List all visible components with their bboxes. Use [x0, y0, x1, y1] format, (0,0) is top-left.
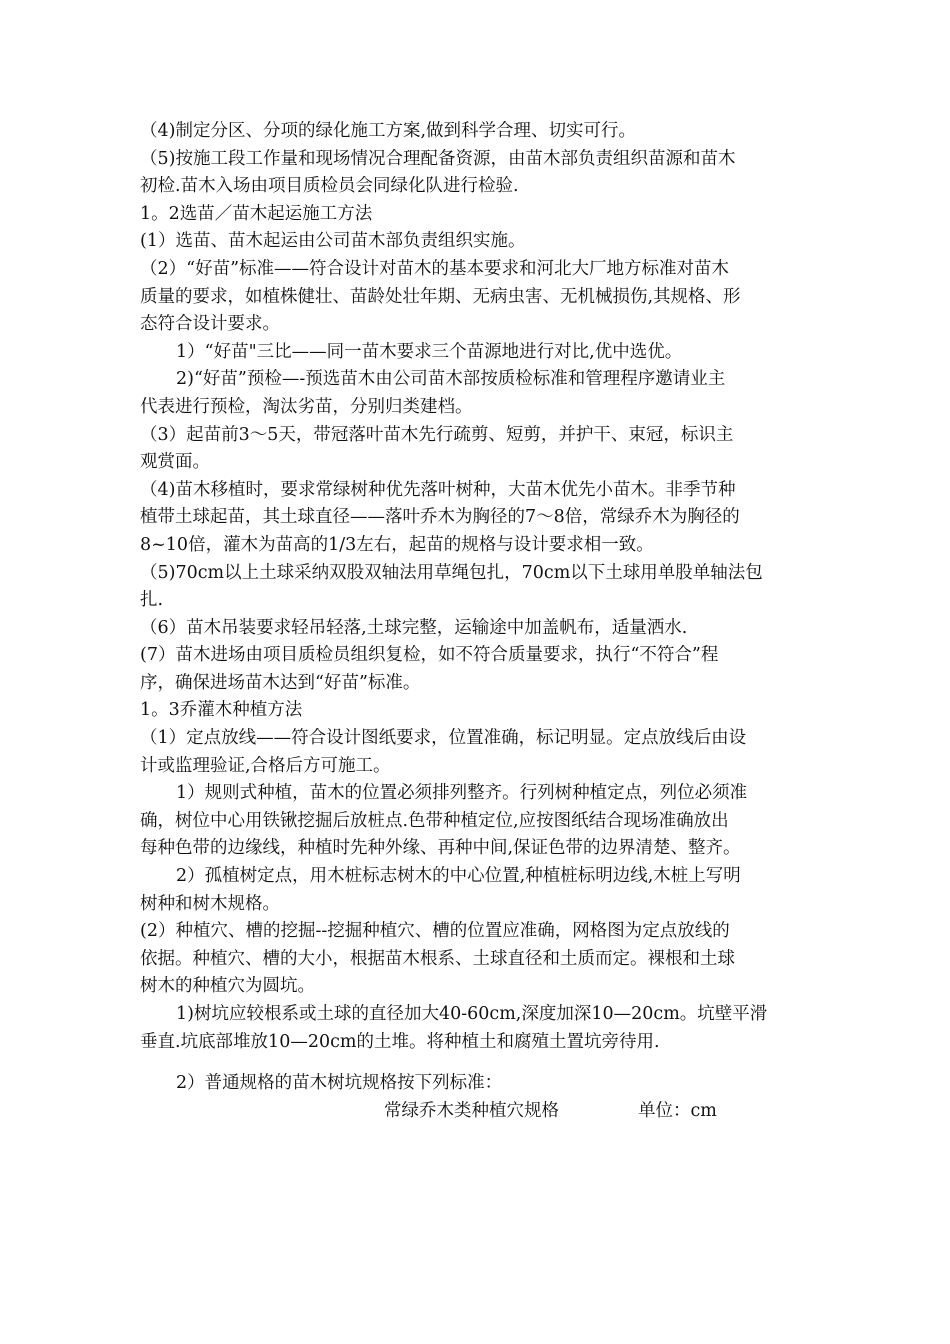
paragraph-line: 代表进行预检，淘汰劣苗，分别归类建档。 [140, 396, 473, 417]
table-caption-unit: 单位：cm [638, 1100, 717, 1121]
paragraph-line: （2）“好苗”标准——符合设计对苗木的基本要求和河北大厂地方标准对苗木 [140, 258, 730, 279]
document-body [140, 118, 812, 1125]
paragraph-line: 每种色带的边缘线，种植时先种外缘、再种中间,保证色带的边界清楚、整齐。 [140, 838, 741, 859]
paragraph-line: (2）种植穴、槽的挖掘--挖掘种植穴、槽的位置应准确，网格图为定点放线的 [140, 921, 730, 942]
paragraph-line: 垂直.坑底部堆放10—20cm的土堆。将种植土和腐殖土置坑旁待用. [140, 1031, 660, 1052]
table-caption [140, 1098, 812, 1126]
paragraph-line: 1）规则式种植，苗木的位置必须排列整齐。行列树种植定点，列位必须准 [176, 783, 748, 804]
table-caption-title: 常绿乔木类种植穴规格 [384, 1100, 559, 1121]
paragraph-line: 植带土球起苗，其土球直径——落叶乔木为胸径的7～8倍，常绿乔木为胸径的 [140, 507, 740, 528]
paragraph-line: 观赏面。 [140, 452, 210, 473]
paragraph-line: (1）选苗、苗木起运由公司苗木部负责组织实施。 [140, 231, 526, 252]
paragraph-line: 质量的要求，如植株健壮、苗龄处壮年期、无病虫害、无机械损伤,其规格、形 [140, 286, 741, 307]
paragraph-line: 计或监理验证,合格后方可施工。 [140, 755, 391, 776]
paragraph-line: 8~10倍，灌木为苗高的1/3左右，起苗的规格与设计要求相一致。 [140, 534, 654, 555]
paragraph-line: （5)按施工段工作量和现场情况合理配备资源，由苗木部负责组织苗源和苗木 [140, 148, 736, 169]
paragraph-line: (7）苗木进场由项目质检员组织复检，如不符合质量要求，执行“不符合”程 [140, 645, 719, 666]
paragraph-line: 2)“好苗”预检—-预选苗木由公司苗木部按质检标准和管理程序邀请业主 [176, 369, 726, 390]
paragraph-line: （6）苗木吊装要求轻吊轻落,土球完整，运输途中加盖帆布，适量洒水. [140, 617, 688, 638]
section-heading: 1。3乔灌木种植方法 [140, 700, 303, 721]
paragraph-line: 2）普通规格的苗木树坑规格按下列标准： [176, 1073, 503, 1094]
paragraph-line: 初检.苗木入场由项目质检员会同绿化队进行检验. [140, 176, 519, 197]
paragraph-spacer [140, 1056, 812, 1070]
paragraph-line: 树木的种植穴为圆坑。 [140, 976, 315, 997]
paragraph-line: 依据。种植穴、槽的大小，根据苗木根系、土球直径和土质而定。裸根和土球 [140, 948, 735, 969]
paragraph-line: （4)制定分区、分项的绿化施工方案,做到科学合理、切实可行。 [140, 121, 637, 141]
paragraph-line: （3）起苗前3～5天，带冠落叶苗木先行疏剪、短剪，并护干、束冠，标识主 [140, 424, 734, 445]
paragraph-line: （5)70cm以上土球采纳双股双轴法用草绳包扎，70cm以下土球用单股单轴法包 [140, 562, 763, 583]
section-heading: 1。2选苗／苗木起运施工方法 [140, 203, 373, 224]
paragraph-line: （4)苗木移植时，要求常绿树种优先落叶树种，大苗木优先小苗木。非季节种 [140, 479, 736, 500]
paragraph-line: （1）定点放线——符合设计图纸要求，位置准确，标记明显。定点放线后由设 [140, 728, 747, 749]
paragraph-line: 2）孤植树定点，用木桩标志树木的中心位置,种植桩标明边线,木桩上写明 [176, 866, 741, 887]
paragraph-line: 扎. [140, 590, 164, 611]
paragraph-line: 1）“好苗"三比——同一苗木要求三个苗源地进行对比,优中选优。 [176, 341, 683, 362]
paragraph-line: 树种和树木规格。 [140, 893, 280, 914]
paragraph-line: 确，树位中心用铁锹挖掘后放桩点.色带种植定位,应按图纸结合现场准确放出 [140, 810, 729, 831]
paragraph-line: 序，确保进场苗木达到“好苗”标准。 [140, 672, 421, 693]
paragraph-line: 态符合设计要求。 [140, 314, 280, 335]
paragraph-line: 1)树坑应较根系或土球的直径加大40-60cm,深度加深10—20cm。坑壁平滑 [176, 1004, 768, 1024]
